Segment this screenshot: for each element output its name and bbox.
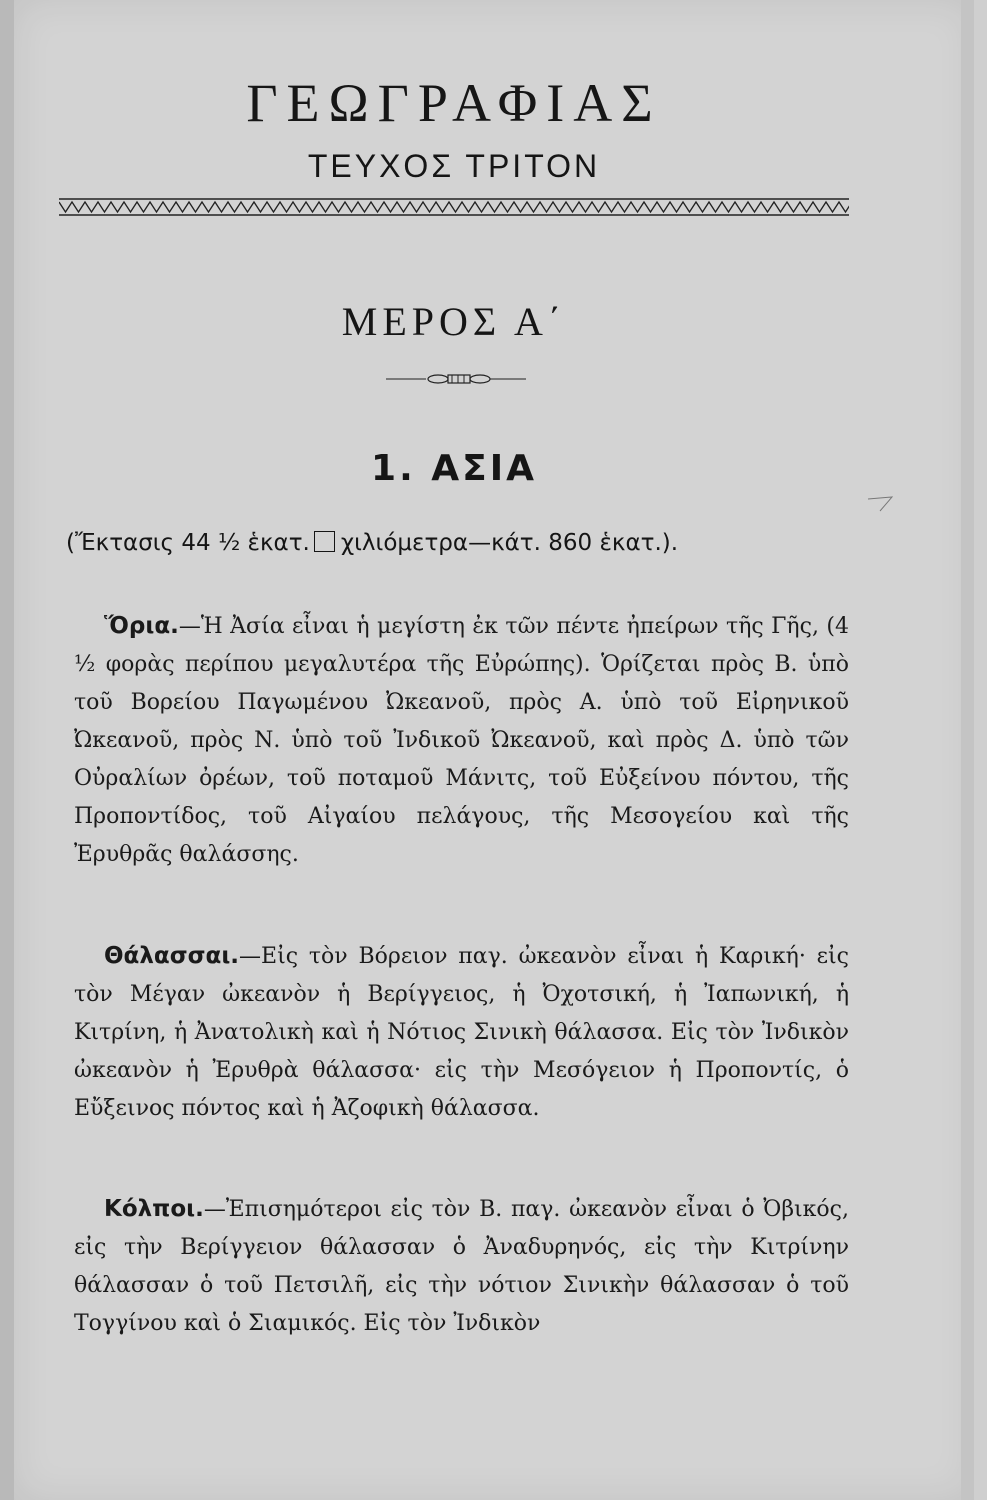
area-statement	[66, 530, 866, 556]
area-prefix: (Ἔκτασις 44 ½ ἑκατ.	[66, 530, 310, 556]
square-symbol-icon	[314, 531, 335, 552]
page-spine	[0, 0, 14, 1500]
section-gulfs	[74, 1190, 849, 1343]
area-suffix: χιλιόμετρα—κάτ. 860 ἑκατ.).	[340, 530, 679, 556]
section-text: —Ἡ Ἀσία εἶναι ἡ μεγίστη ἐκ τῶν πέντε ἠπείρων τῆς Γῆς, (4 ½ φορὰς περίπου μεγαλυτέρα τῆς Εὐρώπης). Ὁρίζεται πρὸς Β. ὑπὸ τοῦ Βορείου Παγωμένου Ὠκεανοῦ, πρὸς Α. ὑπὸ τοῦ Εἰρηνικοῦ Ὠκεανοῦ, πρὸς Ν. ὑπὸ τοῦ Ἰνδικοῦ Ὠκεανοῦ, καὶ πρὸς Δ. ὑπὸ τῶν Οὐραλίων ὀρέων, τοῦ ποταμοῦ Μάνιτς, τοῦ Εὐξείνου πόντου, τῆς Προποντίδος, τοῦ Αἰγαίου πελάγους, τῆς Μεσογείου καὶ τῆς Ἐρυθρᾶς θαλάσσης.	[74, 614, 849, 867]
small-divider-ornament	[386, 372, 526, 386]
chapter-heading: 1. ΑΣΙΑ	[371, 448, 537, 489]
section-text: —Ἐπισημότεροι εἰς τὸν Β. παγ. ὠκεανὸν εἶναι ὁ Ὀβικός, εἰς τὴν Βερίγγειον θάλασσαν ὁ Ἀναδυρηνός, εἰς τὴν Κιτρίνην θάλασσαν ὁ τοῦ Πετσιλῆ, εἰς τὴν νότιον Σινικὴν θάλασσαν ὁ τοῦ Τογγίνου καὶ ὁ Σιαμικός. Εἰς τὸν Ἰνδικὸν	[74, 1197, 849, 1336]
section-text: —Εἰς τὸν Βόρειον παγ. ὠκεανὸν εἶναι ἡ Καρική· εἰς τὸν Μέγαν ὠκεανὸν ἡ Βερίγγειος, ἡ Ὀχοτσική, ἡ Ἰαπωνική, ἡ Κιτρίνη, ἡ Ἀνατολικὴ καὶ ἡ Νότιος Σινικὴ θάλασσα. Εἰς τὸν Ἰνδικὸν ὠκεανὸν ἡ Ἐρυθρὰ θάλασσα· εἰς τὴν Μεσόγειον ἡ Προποντίς, ὁ Εὔξεινος πόντος καὶ ἡ Ἀζοφικὴ θάλασσα.	[74, 944, 849, 1121]
section-seas	[74, 937, 849, 1128]
section-borders	[74, 607, 849, 874]
volume-subtitle: ΤΕΥΧΟΣ ΤΡΙΤΟΝ	[307, 148, 601, 184]
part-heading: ΜΕΡΟΣ Α΄	[341, 299, 567, 344]
section-heading: Θάλασσαι.	[104, 943, 240, 969]
page-edge	[961, 0, 974, 1500]
section-heading: Κόλποι.	[104, 1196, 204, 1222]
decorative-border-ornament	[59, 194, 849, 220]
book-title: ΓΕΩΓΡΑΦΙΑΣ	[246, 73, 662, 133]
pencil-mark	[866, 495, 896, 515]
section-heading: Ὅρια.	[104, 613, 179, 639]
book-page	[14, 0, 974, 1500]
